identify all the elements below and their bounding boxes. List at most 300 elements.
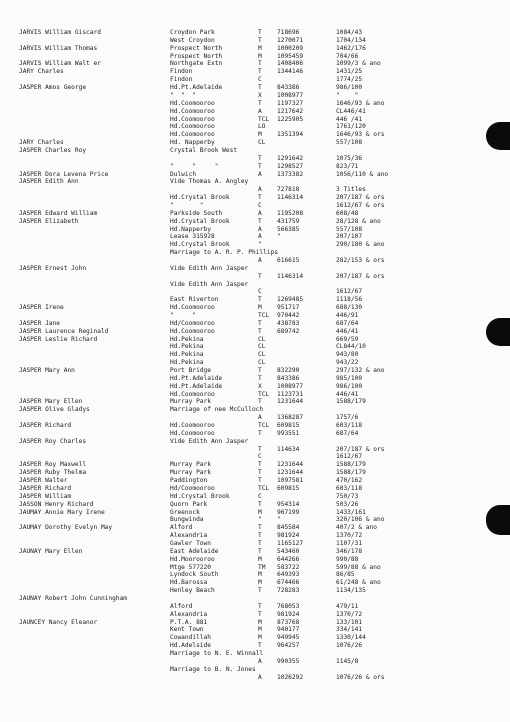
record-type: T bbox=[258, 84, 262, 91]
record-place: Hd. Napperby bbox=[170, 139, 215, 146]
record-place: Alexandria bbox=[170, 532, 208, 539]
record-place: Gawler Town bbox=[170, 539, 211, 547]
record-row bbox=[0, 430, 510, 438]
record-number: 1097581 bbox=[277, 477, 304, 484]
record-type: TCL bbox=[258, 422, 270, 429]
record-reference: 1370/72 bbox=[336, 610, 363, 618]
record-row bbox=[0, 249, 510, 257]
record-row bbox=[0, 469, 510, 477]
record-name: JAUNAY Mary Ellen bbox=[19, 547, 83, 555]
record-type: T bbox=[258, 296, 262, 304]
record-number: 609815 bbox=[277, 422, 300, 429]
record-type: T bbox=[258, 524, 262, 532]
record-place: Hd.Napperby bbox=[170, 225, 211, 233]
record-row bbox=[0, 375, 510, 383]
record-number: 970442 bbox=[277, 312, 300, 319]
record-row bbox=[0, 265, 510, 273]
binder-hole-middle bbox=[486, 318, 510, 346]
record-name: JASPER Laurence Reginald bbox=[19, 327, 109, 335]
record-reference: 603/118 bbox=[336, 422, 363, 429]
record-number: 438783 bbox=[277, 319, 300, 327]
record-row bbox=[0, 587, 510, 595]
record-place: Marriage to B. N. Jones bbox=[170, 665, 256, 673]
record-place: Hd.Crystal Brook bbox=[170, 194, 230, 202]
record-type: CL bbox=[258, 335, 266, 343]
record-reference: 1118/56 bbox=[336, 296, 363, 304]
record-row bbox=[0, 171, 510, 179]
record-row bbox=[0, 579, 510, 587]
record-reference: 1084/43 bbox=[336, 29, 363, 36]
record-row bbox=[0, 595, 510, 603]
record-type: M bbox=[258, 555, 262, 563]
record-name: JARY Charles bbox=[19, 68, 64, 76]
record-reference: 290/180 & ano bbox=[336, 241, 385, 249]
binder-hole-top bbox=[486, 122, 510, 150]
record-place: Hd.Pekina bbox=[170, 335, 204, 343]
record-reference: 943/22 bbox=[336, 359, 359, 367]
record-reference: 823/71 bbox=[336, 162, 359, 170]
record-type: T bbox=[258, 374, 262, 382]
record-type: C bbox=[258, 76, 262, 84]
record-type: T bbox=[258, 162, 262, 170]
record-reference: 1588/179 bbox=[336, 469, 366, 477]
record-place: Hd.Pt.Adelaide bbox=[170, 374, 223, 382]
record-reference: 1612/67 & ors bbox=[336, 201, 385, 209]
record-number: 1373382 bbox=[277, 170, 304, 178]
record-reference: 704/66 bbox=[336, 52, 359, 60]
record-number: 674466 bbox=[277, 579, 300, 587]
record-type: LO bbox=[258, 123, 266, 131]
record-reference: 1588/179 bbox=[336, 461, 366, 469]
record-type: M bbox=[258, 44, 262, 52]
record-number: 1026292 bbox=[277, 673, 304, 681]
record-reference: CL844/10 bbox=[336, 343, 366, 351]
record-number: 954314 bbox=[277, 500, 300, 508]
record-place: Croydon Park bbox=[170, 29, 215, 36]
record-name: JASPER Elizabeth bbox=[19, 217, 79, 225]
record-place: Findon bbox=[170, 68, 193, 76]
record-place: Hd.Coomooroo bbox=[170, 115, 215, 123]
record-reference: 407/2 & ano bbox=[336, 524, 377, 532]
record-place: Hd.Crystal Brook bbox=[170, 241, 230, 249]
record-type: T bbox=[258, 68, 262, 76]
record-name: JASPER Olive Gladys bbox=[19, 406, 90, 414]
record-reference: 282/153 & ors bbox=[336, 256, 385, 264]
record-reference: 1646/93 & ano bbox=[336, 99, 385, 107]
record-row bbox=[0, 642, 510, 650]
record-row bbox=[0, 650, 510, 658]
record-reference: 1612/67 bbox=[336, 453, 363, 461]
record-reference: 297/132 & ano bbox=[336, 367, 385, 374]
record-number: 1146314 bbox=[277, 272, 304, 280]
record-type: M bbox=[258, 634, 262, 642]
record-row bbox=[0, 548, 510, 556]
record-type: T bbox=[258, 154, 262, 162]
record-row bbox=[0, 524, 510, 532]
record-type: A bbox=[258, 170, 262, 178]
record-reference: 1134/135 bbox=[336, 587, 366, 595]
record-reference: 1076/26 bbox=[336, 642, 363, 650]
record-reference: 1145/8 bbox=[336, 657, 359, 665]
record-row bbox=[0, 619, 510, 627]
record-place: Hd.Pt.Adelaide bbox=[170, 84, 223, 91]
record-place: Hd.Coomooroo bbox=[170, 429, 215, 437]
record-number: " bbox=[277, 233, 281, 241]
record-row bbox=[0, 288, 510, 296]
record-reference: 1757/6 bbox=[336, 414, 359, 422]
record-place: Hd.Adelside bbox=[170, 642, 211, 650]
record-place: Greenock bbox=[170, 508, 200, 516]
record-type: M bbox=[258, 131, 262, 139]
record-reference: 1431/25 bbox=[336, 68, 363, 76]
record-place: Marriage to N. E. Winnall bbox=[170, 649, 264, 657]
record-place: Hd.Moorooroo bbox=[170, 555, 215, 563]
record-place: Vide Thomas A. Angley bbox=[170, 178, 249, 186]
record-number: 1165127 bbox=[277, 539, 304, 547]
record-row bbox=[0, 367, 510, 375]
record-reference: 1107/31 bbox=[336, 539, 363, 547]
record-place: " " bbox=[170, 201, 204, 209]
record-name: JASPER Richard bbox=[19, 484, 72, 492]
record-type: T bbox=[258, 60, 262, 68]
record-row bbox=[0, 391, 510, 399]
record-number: 1146314 bbox=[277, 194, 304, 202]
record-type: A bbox=[258, 209, 262, 217]
record-row bbox=[0, 68, 510, 76]
record-name: JAUNAY Robert John Cunningham bbox=[19, 594, 128, 602]
record-row bbox=[0, 414, 510, 422]
record-place: Alford bbox=[170, 602, 193, 610]
record-type: A bbox=[258, 673, 262, 681]
record-number: 1000209 bbox=[277, 44, 304, 52]
record-place: Prospect North bbox=[170, 52, 223, 60]
record-number: 431759 bbox=[277, 217, 300, 225]
record-name: JASPER Mary Ann bbox=[19, 367, 75, 374]
record-row bbox=[0, 37, 510, 45]
record-row bbox=[0, 202, 510, 210]
record-reference: CL446/41 bbox=[336, 107, 366, 115]
record-place: Parkside South bbox=[170, 209, 223, 217]
record-row bbox=[0, 116, 510, 124]
record-type: T bbox=[258, 610, 262, 618]
record-reference: 61/248 & ano bbox=[336, 579, 381, 587]
record-type: M bbox=[258, 508, 262, 516]
record-row bbox=[0, 493, 510, 501]
record-row bbox=[0, 210, 510, 218]
record-row bbox=[0, 218, 510, 226]
record-type: A bbox=[258, 107, 262, 115]
record-name: JASPER Edward William bbox=[19, 209, 98, 217]
record-row bbox=[0, 131, 510, 139]
record-row bbox=[0, 398, 510, 406]
record-type: CL bbox=[258, 359, 266, 367]
record-number: 843386 bbox=[277, 84, 300, 91]
record-row bbox=[0, 359, 510, 367]
record-type: M bbox=[258, 626, 262, 634]
record-reference: 943/80 bbox=[336, 351, 359, 359]
record-reference: 687/64 bbox=[336, 429, 359, 437]
record-reference: 557/108 bbox=[336, 139, 363, 146]
record-place: Hd/Coomooroo bbox=[170, 484, 215, 492]
record-number: 1008977 bbox=[277, 91, 304, 99]
record-row bbox=[0, 281, 510, 289]
record-name: JASPER Roy Maxwell bbox=[19, 461, 87, 469]
record-type: CL bbox=[258, 139, 266, 146]
record-number: 566385 bbox=[277, 225, 300, 233]
record-place: Hd.Coomooroo bbox=[170, 123, 215, 131]
record-reference: 446 /41 bbox=[336, 115, 363, 123]
record-number: 1270071 bbox=[277, 36, 304, 44]
record-type: A bbox=[258, 233, 262, 241]
record-reference: 986/100 bbox=[336, 84, 363, 91]
record-number: 1095459 bbox=[277, 52, 304, 60]
record-reference: 446/91 bbox=[336, 312, 359, 319]
record-row bbox=[0, 532, 510, 540]
record-name: JASPER Amos George bbox=[19, 84, 87, 91]
record-number: 967199 bbox=[277, 508, 300, 516]
record-type: T bbox=[258, 272, 262, 280]
record-row bbox=[0, 446, 510, 454]
record-type: T bbox=[258, 36, 262, 44]
record-type: T bbox=[258, 194, 262, 202]
record-reference: 1075/36 bbox=[336, 154, 363, 162]
record-type: T bbox=[258, 398, 262, 406]
record-name: JASPER Leslie Richard bbox=[19, 335, 98, 343]
record-type: A bbox=[258, 256, 262, 264]
record-place: P.T.A. 881 bbox=[170, 618, 208, 626]
record-row bbox=[0, 603, 510, 611]
record-place: West Croydon bbox=[170, 36, 215, 44]
record-row bbox=[0, 123, 510, 131]
record-row bbox=[0, 666, 510, 674]
record-number: 873768 bbox=[277, 618, 300, 626]
record-name: JAUMAY Dorothy Evelyn May bbox=[19, 524, 113, 532]
record-place: East Riverton bbox=[170, 296, 219, 304]
record-place: Murray Park bbox=[170, 398, 211, 406]
record-place: Prospect North bbox=[170, 44, 223, 52]
record-place: Hd.Coomooroo bbox=[170, 99, 215, 107]
record-place: Vide Edith Ann Jasper bbox=[170, 437, 249, 445]
record-place: Cowandillah bbox=[170, 634, 211, 642]
record-type: T bbox=[258, 461, 262, 469]
record-row bbox=[0, 186, 510, 194]
record-name: JARVIS William Giscard bbox=[19, 29, 101, 36]
record-number: 951717 bbox=[277, 304, 300, 312]
record-number: 843386 bbox=[277, 374, 300, 382]
record-type: T bbox=[258, 327, 262, 335]
record-type: T bbox=[258, 445, 262, 453]
record-place: East Adelaide bbox=[170, 547, 219, 555]
record-row bbox=[0, 108, 510, 116]
record-type: T bbox=[258, 587, 262, 595]
record-type: TCL bbox=[258, 484, 270, 492]
record-name: JASPER Jane bbox=[19, 319, 60, 327]
record-name: JASPER Charles Roy bbox=[19, 146, 87, 154]
record-number: " bbox=[277, 516, 281, 524]
record-place: Hd.Coomooroo bbox=[170, 327, 215, 335]
record-place: Paddington bbox=[170, 477, 208, 484]
record-row bbox=[0, 45, 510, 53]
record-number: 649393 bbox=[277, 571, 300, 579]
record-number: 940177 bbox=[277, 626, 300, 634]
record-reference: 3 Titles bbox=[336, 186, 366, 194]
record-row bbox=[0, 658, 510, 666]
record-type: T bbox=[258, 319, 262, 327]
record-reference: 320/106 & ano bbox=[336, 516, 385, 524]
record-number: 1298527 bbox=[277, 162, 304, 170]
record-place: Hd.Pt.Adelaide bbox=[170, 382, 223, 390]
record-name: JASPER Mary Ellen bbox=[19, 398, 83, 406]
record-type: T bbox=[258, 642, 262, 650]
record-reference: 1099/3 & ano bbox=[336, 60, 381, 68]
record-type: TCL bbox=[258, 312, 270, 319]
record-row bbox=[0, 611, 510, 619]
record-reference: 207/187 & ors bbox=[336, 445, 385, 453]
record-reference: 1462/176 bbox=[336, 44, 366, 52]
record-row bbox=[0, 556, 510, 564]
record-row bbox=[0, 273, 510, 281]
record-row bbox=[0, 564, 510, 572]
record-number: 832290 bbox=[277, 367, 300, 374]
record-type: A bbox=[258, 414, 262, 422]
record-place: Lyndock South bbox=[170, 571, 219, 579]
record-row bbox=[0, 571, 510, 579]
record-name: JASPER Ernest John bbox=[19, 264, 87, 272]
record-number: 728283 bbox=[277, 587, 300, 595]
record-place: Hd.Crystal Brook bbox=[170, 217, 230, 225]
record-place: Hd.Barossa bbox=[170, 579, 208, 587]
record-number: 1008977 bbox=[277, 382, 304, 390]
record-reference: 1704/134 bbox=[336, 36, 366, 44]
record-reference: 446/41 bbox=[336, 327, 359, 335]
record-number: 1197327 bbox=[277, 99, 304, 107]
record-reference: 985/100 bbox=[336, 374, 363, 382]
record-number: 543460 bbox=[277, 547, 300, 555]
record-name: JAUMAY Annie Mary Irene bbox=[19, 508, 105, 516]
record-type: TM bbox=[258, 563, 266, 571]
record-row bbox=[0, 257, 510, 265]
record-number: 981924 bbox=[277, 532, 300, 539]
record-number: 689742 bbox=[277, 327, 300, 335]
record-place: Marriage of nee McCulloch bbox=[170, 406, 264, 414]
record-row bbox=[0, 461, 510, 469]
record-type: T bbox=[258, 500, 262, 508]
record-reference: 503/26 bbox=[336, 500, 359, 508]
record-reference: 986/100 bbox=[336, 382, 363, 390]
record-row bbox=[0, 139, 510, 147]
record-number: 1231644 bbox=[277, 469, 304, 477]
record-reference: 1588/179 bbox=[336, 398, 366, 406]
record-reference: 1774/25 bbox=[336, 76, 363, 84]
record-row bbox=[0, 516, 510, 524]
record-place: Henley Beach bbox=[170, 587, 215, 595]
record-type: C bbox=[258, 201, 262, 209]
record-reference: 446/41 bbox=[336, 390, 359, 398]
record-place: Hd.Crystal Brook bbox=[170, 492, 230, 500]
record-reference: 688/130 bbox=[336, 304, 363, 312]
record-row bbox=[0, 226, 510, 234]
record-row bbox=[0, 477, 510, 485]
record-number: 1368287 bbox=[277, 414, 304, 422]
record-name: JASPER Roy Charles bbox=[19, 437, 87, 445]
record-type: M bbox=[258, 52, 262, 60]
record-reference: 990/88 bbox=[336, 555, 359, 563]
record-place: Hd.Coomooroo bbox=[170, 107, 215, 115]
record-place: Northgate Extn bbox=[170, 60, 223, 68]
record-place: Hd.Coomooroo bbox=[170, 131, 215, 139]
record-name: JASPER Walter bbox=[19, 477, 68, 484]
record-name: JAUNCEY Nancy Eleanor bbox=[19, 618, 98, 626]
record-row bbox=[0, 147, 510, 155]
record-row bbox=[0, 60, 510, 68]
record-row bbox=[0, 351, 510, 359]
record-reference: 608/48 bbox=[336, 209, 359, 217]
record-row bbox=[0, 501, 510, 509]
record-number: 981924 bbox=[277, 610, 300, 618]
record-type: X bbox=[258, 91, 262, 99]
record-type: T bbox=[258, 29, 262, 36]
record-type: TCL bbox=[258, 115, 270, 123]
record-place: Marriage to A. R. P. Phillips bbox=[170, 249, 279, 257]
record-type: T bbox=[258, 469, 262, 477]
record-reference: 207/187 & ors bbox=[336, 272, 385, 280]
record-row bbox=[0, 312, 510, 320]
record-row bbox=[0, 53, 510, 61]
record-type: TCL bbox=[258, 390, 270, 398]
record-type: CL bbox=[258, 343, 266, 351]
record-reference: 1330/144 bbox=[336, 634, 366, 642]
record-type: C bbox=[258, 492, 262, 500]
record-type: T bbox=[258, 367, 262, 374]
record-reference: 669/59 bbox=[336, 335, 359, 343]
record-row bbox=[0, 92, 510, 100]
record-reference: 1056/110 & ano bbox=[336, 170, 389, 178]
record-number: 1123731 bbox=[277, 390, 304, 398]
record-type: A bbox=[258, 186, 262, 194]
record-number: 718696 bbox=[277, 29, 300, 36]
record-number: 1195208 bbox=[277, 209, 304, 217]
record-name: JARVIS William Walt er bbox=[19, 60, 101, 68]
record-reference: 750/73 bbox=[336, 492, 359, 500]
record-name: JARVIS William Thomas bbox=[19, 44, 98, 52]
record-row bbox=[0, 626, 510, 634]
record-place: Crystal Brook West bbox=[170, 146, 238, 154]
record-reference: " " bbox=[336, 91, 359, 99]
record-reference: 1761/120 bbox=[336, 123, 366, 131]
record-number: 1408406 bbox=[277, 60, 304, 68]
record-row bbox=[0, 422, 510, 430]
record-place: Hd.Pekina bbox=[170, 351, 204, 359]
record-type: C bbox=[258, 453, 262, 461]
record-reference: 599/88 & ano bbox=[336, 563, 381, 571]
record-number: 768053 bbox=[277, 602, 300, 610]
record-place: " " " bbox=[170, 91, 197, 99]
record-name: JASPER Dora Levena Price bbox=[19, 170, 109, 178]
record-reference: 28/128 & ano bbox=[336, 217, 381, 225]
record-reference: 1370/72 bbox=[336, 532, 363, 539]
record-number: 1269485 bbox=[277, 296, 304, 304]
record-row bbox=[0, 540, 510, 548]
record-name: JASPER William bbox=[19, 492, 72, 500]
record-row bbox=[0, 233, 510, 241]
record-row bbox=[0, 194, 510, 202]
record-row bbox=[0, 674, 510, 682]
record-place: Vide Edith Ann Jasper bbox=[170, 264, 249, 272]
record-place: Kent Town bbox=[170, 626, 204, 634]
record-place: Vide Edith Ann Jasper bbox=[170, 280, 249, 288]
record-place: Hd.Coomooroo bbox=[170, 390, 215, 398]
record-type: T bbox=[258, 477, 262, 484]
